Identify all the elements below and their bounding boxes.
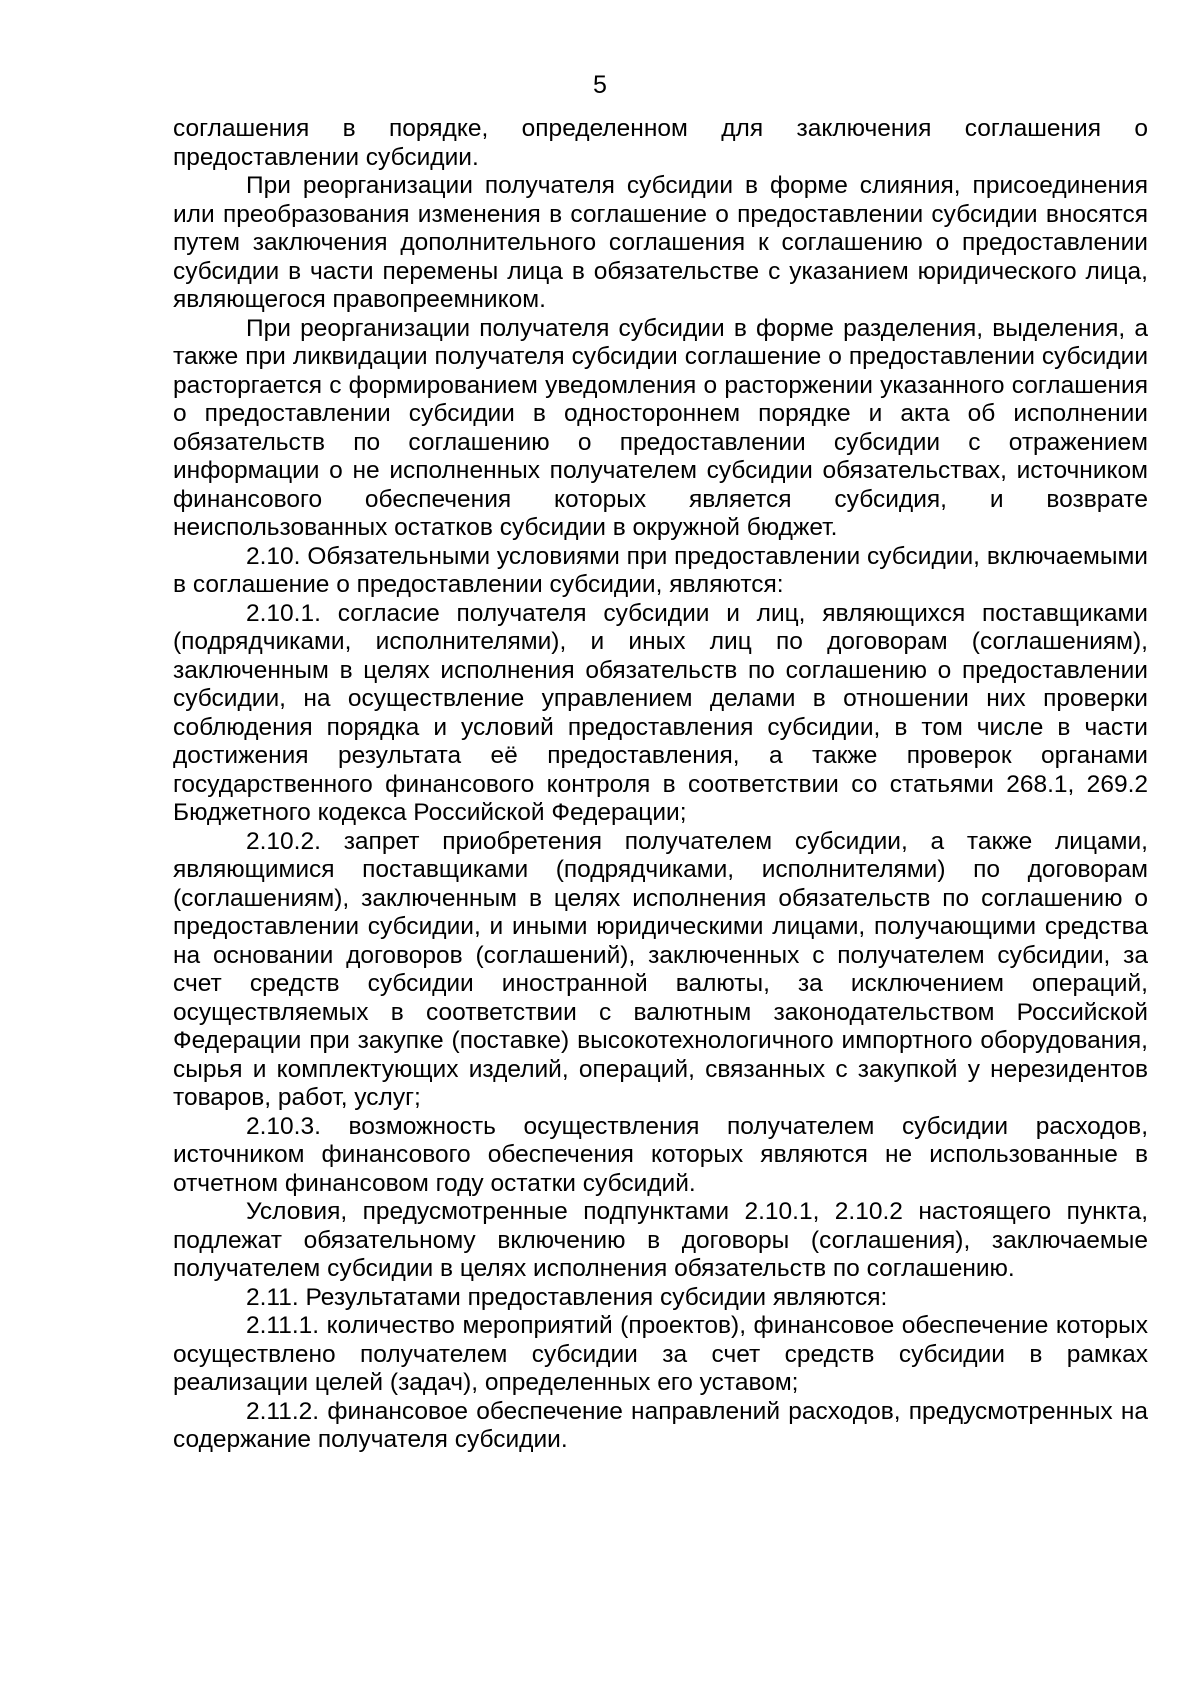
page-number: 5 [593,71,607,99]
document-body [173,115,1148,1455]
paragraph-continuation: соглашения в порядке, определенном для заключения соглашения о предоставлении субсидии. [173,115,1148,171]
paragraph-2-10: 2.10. Обязательными условиями при предоставлении субсидии, включаемыми в соглашение о предоставлении субсидии, являются: [173,542,1148,598]
paragraph-2-10-3: 2.10.3. возможность осуществления получателем субсидии расходов, источником финансового обеспечения которых являются не использованные в отчетном финансовом году остатки субсидий. [173,1112,1148,1197]
paragraph-2-11-1: 2.11.1. количество мероприятий (проектов), финансовое обеспечение которых осуществлено получателем субсидии за счет средств субсидии в рамках реализации целей (задач), определенных его уставом; [173,1312,1148,1396]
paragraph-reorganization-division: При реорганизации получателя субсидии в форме разделения, выделения, а также при ликвидации получателя субсидии соглашение о предоставлении субсидии расторгается с формированием уведомления о расторжении указанного соглашения о предоставлении субсидии в одностороннем порядке и акта об исполнении обязательств по соглашению о предоставлении субсидии с отражением информации о не исполненных получателем субсидии обязательствах, источником финансового обеспечения которых является субсидия, и возврате неиспользованных остатков субсидии в окружной бюджет. [173,314,1148,541]
paragraph-2-11-2: 2.11.2. финансовое обеспечение направлений расходов, предусмотренных на содержание получателя субсидии. [173,1397,1148,1453]
paragraph-conditions: Условия, предусмотренные подпунктами 2.10.1, 2.10.2 настоящего пункта, подлежат обязательному включению в договоры (соглашения), заключаемые получателем субсидии в целях исполнения обязательств по соглашению. [173,1198,1148,1282]
paragraph-2-10-1: 2.10.1. согласие получателя субсидии и лиц, являющихся поставщиками (подрядчиками, исполнителями), и иных лиц по договорам (соглашениям), заключенным в целях исполнения обязательств по соглашению о предоставлении субсидии, на осуществление управлением делами в отношении них проверки соблюдения порядка и условий предоставления субсидии, в том числе в части достижения результата её предоставления, а также проверок органами государственного финансового контроля в соответствии со статьями 268.1, 269.2 Бюджетного кодекса Российской Федерации; [173,599,1148,826]
paragraph-2-11: 2.11. Результатами предоставления субсидии являются: [246,1283,888,1311]
paragraph-reorganization-merger: При реорганизации получателя субсидии в форме слияния, присоединения или преобразования изменения в соглашение о предоставлении субсидии вносятся путем заключения дополнительного соглашения к соглашению о предоставлении субсидии в части перемены лица в обязательстве с указанием юридического лица, являющегося правопреемником. [173,172,1148,313]
paragraph-2-10-2: 2.10.2. запрет приобретения получателем субсидии, а также лицами, являющимися поставщиками (подрядчиками, исполнителями) по договорам (соглашениям), заключенным в целях исполнения обязательств по соглашению о предоставлении субсидии, и иными юридическими лицами, получающими средства на основании договоров (соглашений), заключенных с получателем субсидии, за счет средств субсидии иностранной валюты, за исключением операций, осуществляемых в соответствии с валютным законодательством Российской Федерации при закупке (поставке) высокотехнологичного импортного оборудования, сырья и комплектующих изделий, операций, связанных с закупкой у нерезидентов товаров, работ, услуг; [173,827,1148,1111]
